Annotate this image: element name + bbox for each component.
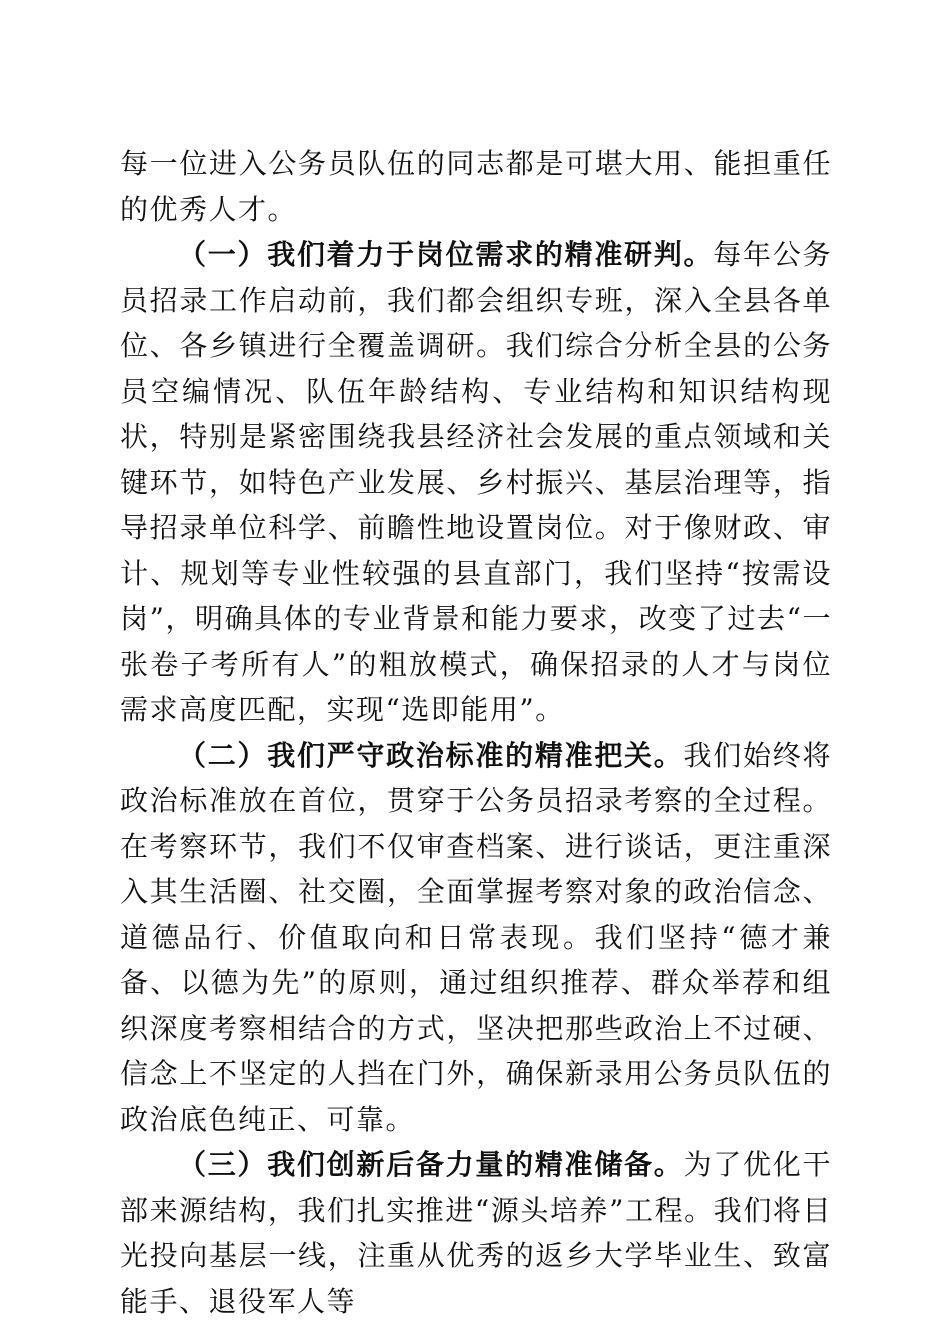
section-3-heading: （三）我们创新后备力量的精准储备。	[178, 1148, 684, 1181]
paragraph-continuation: 每一位进入公务员队伍的同志都是可堪大用、能担重任的优秀人才。	[120, 147, 832, 226]
section-3-paragraph	[120, 1142, 832, 1324]
section-1-heading: （一）我们着力于岗位需求的精准研判。	[178, 238, 714, 271]
section-3-body: 为了优化干部来源结构，我们扎实推进“源头培养”工程。我们将目光投向基层一线，注重从优秀的返乡大学毕业生、致富能手、退役军人等	[120, 1148, 832, 1318]
section-2-paragraph	[120, 733, 832, 1143]
section-2-body: 我们始终将政治标准放在首位，贯穿于公务员招录考察的全过程。在考察环节，我们不仅审查档案、进行谈话，更注重深入其生活圈、社交圈，全面掌握考察对象的政治信念、道德品行、价值取向和日常表现。我们坚持“德才兼备、以德为先”的原则，通过组织推荐、群众举荐和组织深度考察相结合的方式，坚决把那些政治上不过硬、信念上不坚定的人挡在门外，确保新录用公务员队伍的政治底色纯正、可靠。	[120, 738, 832, 1136]
section-1-body: 每年公务员招录工作启动前，我们都会组织专班，深入全县各单位、各乡镇进行全覆盖调研。我们综合分析全县的公务员空编情况、队伍年龄结构、专业结构和知识结构现状，特别是紧密围绕我县经济社会发展的重点领域和关键环节，如特色产业发展、乡村振兴、基层治理等，指导招录单位科学、前瞻性地设置岗位。对于像财政、审计、规划等专业性较强的县直部门，我们坚持“按需设岗”，明确具体的专业背景和能力要求，改变了过去“一张卷子考所有人”的粗放模式，确保招录的人才与岗位需求高度匹配，实现“选即能用”。	[120, 238, 832, 726]
section-2-heading: （二）我们严守政治标准的精准把关。	[178, 738, 684, 772]
section-1-paragraph	[120, 232, 832, 733]
document-body	[120, 141, 832, 1324]
